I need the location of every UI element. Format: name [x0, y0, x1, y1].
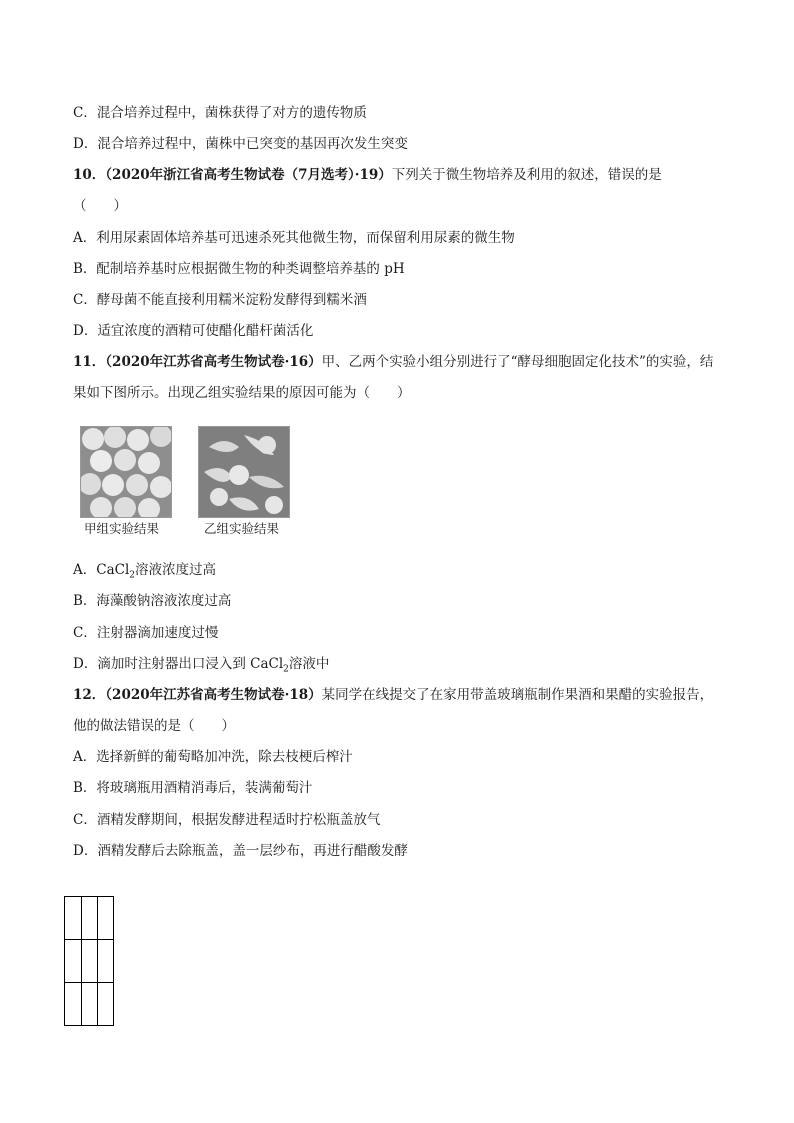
q11-option-a-post: 溶液浓度过高 [135, 562, 217, 578]
q11-option-d-pre: D．滴加时注射器出口浸入到 CaCl [73, 656, 284, 672]
q10-option-c: C．酵母菌不能直接利用糯米淀粉发酵得到糯米酒 [73, 292, 367, 308]
q10-blank: （ ） [73, 198, 127, 214]
grid-col-divider [81, 897, 82, 1025]
q11-option-d-sub: 2 [283, 664, 289, 675]
q11-option-a-pre: A．CaCl [73, 562, 130, 578]
q10-option-d: D．适宜浓度的酒精可使醋化醋杆菌活化 [73, 323, 314, 339]
grid-row-divider [65, 939, 113, 940]
answer-grid [64, 896, 114, 1026]
q12-stem-line1 [73, 686, 713, 704]
q12-option-d: D．酒精发酵后去除瓶盖，盖一层纱布，再进行醋酸发酵 [73, 843, 408, 859]
yi-group-caption: 乙组实验结果 [204, 521, 280, 536]
q11-stem-line1 [73, 353, 713, 371]
q10-stem-text: 下列关于微生物培养及利用的叙述，错误的是 [391, 167, 662, 183]
q9-option-d: D．混合培养过程中，菌株中已突变的基因再次发生突变 [73, 136, 408, 152]
q11-stem-line2: 果如下图所示。出现乙组实验结果的原因可能为（ ） [73, 385, 411, 401]
q12-option-c: C．酒精发酵期间，根据发酵进程适时拧松瓶盖放气 [73, 812, 381, 828]
q12-stem-text-1: 某同学在线提交了在家用带盖玻璃瓶制作果酒和果醋的实验报告， [321, 687, 714, 703]
q11-source: （2020年江苏省高考生物试卷·16） [105, 354, 322, 370]
yi-group-image [198, 426, 290, 518]
q11-option-b: B．海藻酸钠溶液浓度过高 [73, 593, 232, 609]
q12-option-a: A．选择新鲜的葡萄略加冲洗，除去枝梗后榨汁 [73, 749, 353, 765]
q10-option-b: B．配制培养基时应根据微生物的种类调整培养基的 pH [73, 261, 405, 277]
q10-number: 10． [73, 167, 106, 183]
q10-option-a: A．利用尿素固体培养基可迅速杀死其他微生物，而保留利用尿素的微生物 [73, 230, 515, 246]
grid-col-divider [97, 897, 98, 1025]
q11-number: 11． [73, 354, 106, 370]
q12-source: （2020年江苏省高考生物试卷·18） [105, 687, 322, 703]
beads-round-image [81, 427, 171, 517]
q9-option-c: C．混合培养过程中，菌株获得了对方的遗传物质 [73, 105, 367, 121]
q12-option-b: B．将玻璃瓶用酒精消毒后，装满葡萄汁 [73, 780, 313, 796]
q11-option-d-post: 溶液中 [288, 656, 330, 672]
q11-stem-text-1: 甲、乙两个实验小组分别进行了“酵母细胞固定化技术”的实验，结 [321, 354, 714, 370]
beads-tailed-image [199, 427, 289, 517]
q10-stem [73, 166, 662, 184]
q12-stem-line2: 他的做法错误的是（ ） [73, 718, 235, 734]
q11-option-c: C．注射器滴加速度过慢 [73, 625, 219, 641]
q12-number: 12． [73, 687, 106, 703]
jia-group-image [80, 426, 172, 518]
jia-group-caption: 甲组实验结果 [84, 521, 160, 536]
q11-option-a-sub: 2 [129, 570, 136, 581]
grid-row-divider [65, 982, 113, 983]
q11-option-d [73, 655, 329, 679]
q10-source: （2020年浙江省高考生物试卷（7月选考）·19） [105, 167, 392, 183]
q11-option-a [73, 561, 216, 585]
